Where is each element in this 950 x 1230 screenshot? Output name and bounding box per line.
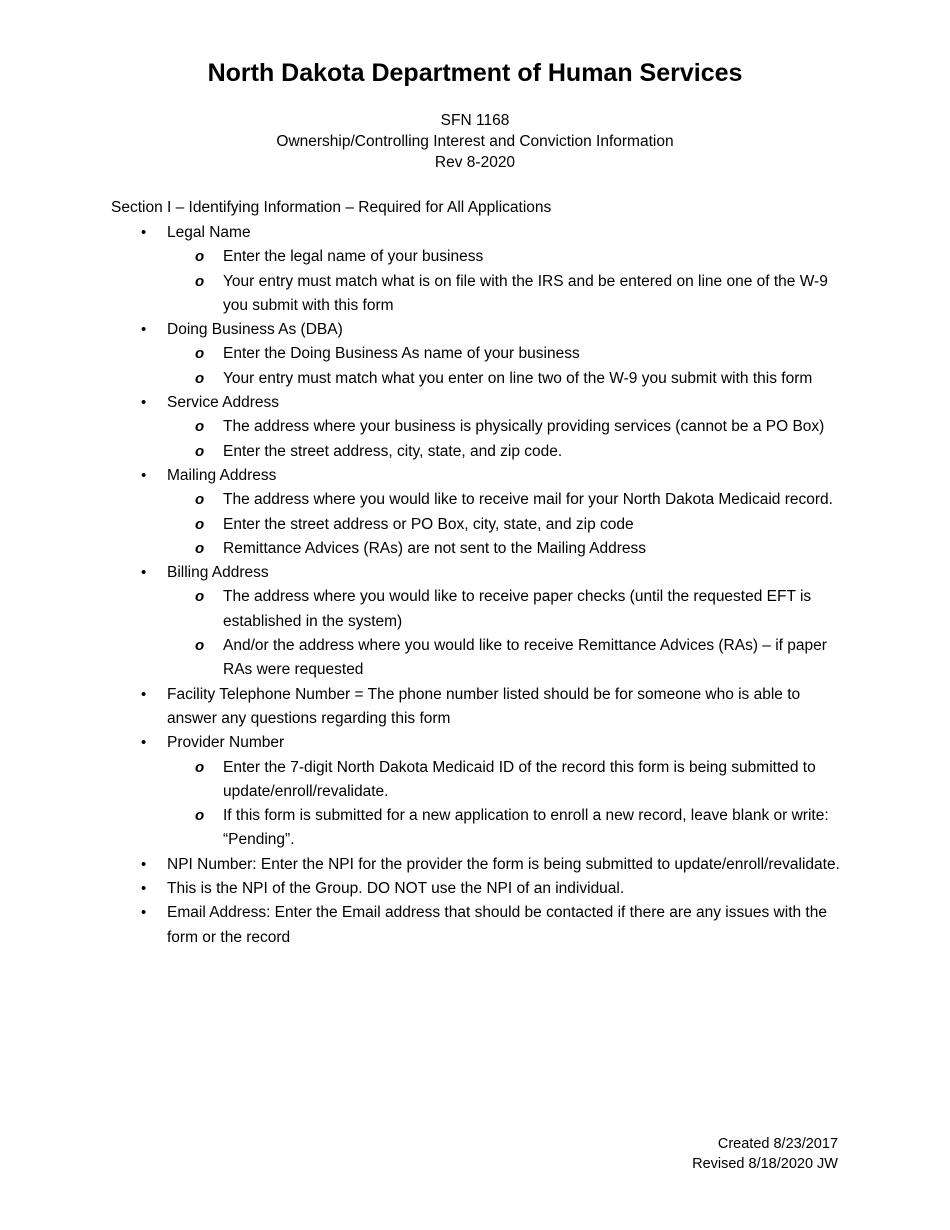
list-item-text: Service Address (167, 394, 279, 412)
sub-list-item (0, 585, 950, 634)
sub-bullet-icon: o (195, 807, 205, 825)
list-item-text: Doing Business As (DBA) (167, 321, 343, 339)
bullet-icon: • (141, 855, 147, 873)
sub-list-item-text: Enter the street address, city, state, and zip code. (223, 442, 563, 460)
sub-list-item (0, 756, 950, 805)
bullet-icon: • (141, 880, 147, 898)
sub-bullet-icon: o (195, 515, 205, 533)
list-item-text: Email Address: Enter the Email address that should be contacted if there are any issues with the form or the record (167, 904, 827, 946)
page-title: North Dakota Department of Human Services (207, 59, 743, 87)
sub-list-item (0, 634, 950, 683)
document-footer (692, 1134, 838, 1174)
sub-list-item-text: Remittance Advices (RAs) are not sent to the Mailing Address (223, 539, 647, 557)
sub-list-item (0, 342, 950, 366)
sub-list-item (0, 440, 950, 464)
list-item (0, 318, 950, 342)
sub-list-item (0, 513, 950, 537)
list-item-text: This is the NPI of the Group. DO NOT use the NPI of an individual. (167, 880, 625, 898)
sub-list-item-text: Enter the legal name of your business (223, 248, 484, 266)
list-item (0, 391, 950, 415)
bullet-icon: • (141, 685, 147, 703)
sub-bullet-icon: o (195, 637, 205, 655)
list-item (0, 683, 950, 732)
sub-list-item (0, 415, 950, 439)
list-item-text: NPI Number: Enter the NPI for the provider the form is being submitted to update/enroll/revalidate. (167, 855, 840, 873)
instruction-list (0, 221, 950, 950)
bullet-icon: • (141, 734, 147, 752)
sub-list-item-text: Enter the Doing Business As name of your business (223, 345, 580, 363)
sub-list-item (0, 367, 950, 391)
list-item (0, 561, 950, 585)
sub-list-item-text: The address where your business is physically providing services (cannot be a PO Box) (223, 418, 825, 436)
sub-list-item (0, 804, 950, 853)
form-name: Ownership/Controlling Interest and Conviction Information (276, 133, 674, 150)
list-item (0, 221, 950, 245)
list-item-text: Facility Telephone Number = The phone number listed should be for someone who is able to answer any questions regarding this form (167, 685, 801, 727)
form-number: SFN 1168 (440, 112, 510, 129)
sub-list-item-text: Enter the street address or PO Box, city, state, and zip code (223, 515, 634, 533)
list-item (0, 853, 950, 877)
sub-list-item (0, 488, 950, 512)
sub-bullet-icon: o (195, 369, 205, 387)
bullet-icon: • (141, 394, 147, 412)
sub-bullet-icon: o (195, 539, 205, 557)
sub-bullet-icon: o (195, 588, 205, 606)
sub-list-item-text: Enter the 7-digit North Dakota Medicaid ID of the record this form is being submitted to update/enroll/revalidate. (223, 758, 816, 800)
sub-list-item-text: If this form is submitted for a new application to enroll a new record, leave blank or write: “Pending”. (223, 807, 829, 849)
bullet-icon: • (141, 321, 147, 339)
sub-bullet-icon: o (195, 248, 205, 266)
sub-list-item-text: The address where you would like to receive paper checks (until the requested EFT is established in the system) (223, 588, 812, 630)
list-item-text: Legal Name (167, 224, 251, 241)
sub-bullet-icon: o (195, 272, 205, 290)
sub-bullet-icon: o (195, 418, 205, 436)
form-revision: Rev 8-2020 (434, 154, 516, 171)
sub-list-item (0, 270, 950, 319)
sub-bullet-icon: o (195, 345, 205, 363)
list-item (0, 901, 950, 950)
section-heading: Section I – Identifying Information – Required for All Applications (111, 199, 552, 216)
sub-list-item-text: The address where you would like to receive mail for your North Dakota Medicaid record. (223, 491, 833, 509)
form-header (0, 110, 950, 173)
list-item (0, 464, 950, 488)
created-date: Created 8/23/2017 (717, 1136, 838, 1152)
sub-list-item-text: Your entry must match what you enter on line two of the W-9 you submit with this form (223, 369, 813, 387)
bullet-icon: • (141, 224, 147, 241)
list-item-text: Mailing Address (167, 466, 277, 484)
list-item-text: Provider Number (167, 734, 285, 752)
revised-date: Revised 8/18/2020 JW (692, 1156, 838, 1172)
sub-bullet-icon: o (195, 758, 205, 776)
bullet-icon: • (141, 466, 147, 484)
sub-bullet-icon: o (195, 442, 205, 460)
bullet-icon: • (141, 904, 147, 922)
sub-list-item-text: And/or the address where you would like to receive Remittance Advices (RAs) – if paper RAs were requested (223, 637, 827, 679)
bullet-icon: • (141, 564, 147, 582)
list-item-text: Billing Address (167, 564, 269, 582)
list-item (0, 731, 950, 755)
sub-list-item (0, 537, 950, 561)
list-item (0, 877, 950, 901)
sub-bullet-icon: o (195, 491, 205, 509)
sub-list-item (0, 245, 950, 269)
sub-list-item-text: Your entry must match what is on file with the IRS and be entered on line one of the W-9 you submit with this form (223, 272, 828, 314)
